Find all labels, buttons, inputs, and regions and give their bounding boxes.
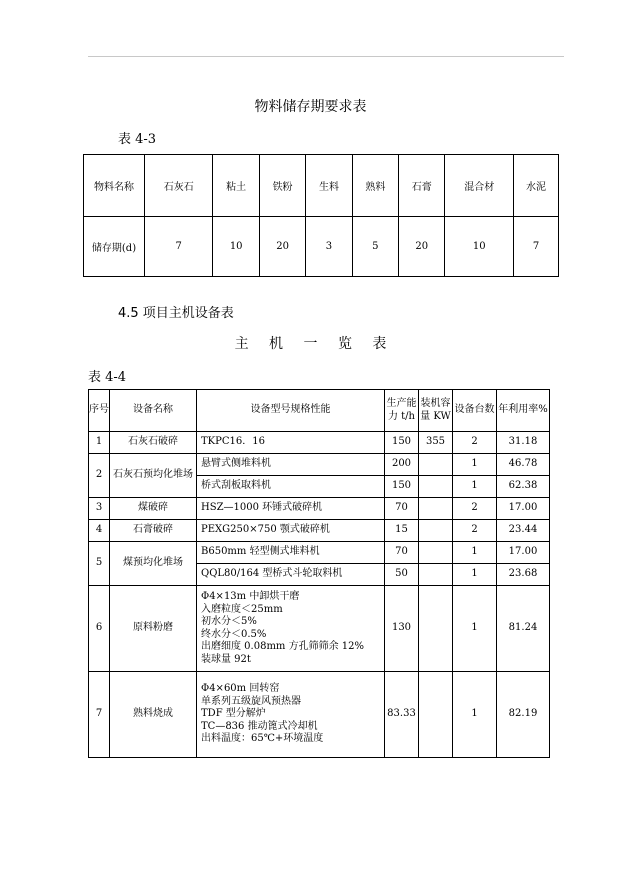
spec-cell: 桥式刮板取料机 (197, 476, 385, 498)
header-cell: 混合材 (445, 155, 514, 217)
section-heading: 4.5 项目主机设备表 (118, 306, 234, 321)
table-row (84, 217, 559, 277)
name-cell: 煤预均化堆场 (110, 542, 197, 586)
util-cell: 23.44 (497, 520, 550, 542)
name-cell: 石灰石破碎 (110, 432, 197, 454)
storage-period-table (83, 154, 559, 277)
no-cell: 1 (89, 432, 110, 454)
header-cell: 序号 (89, 390, 110, 432)
value-cell: 20 (259, 217, 305, 277)
util-cell: 31.18 (497, 432, 550, 454)
spec-cell: B650mm 轻型侧式堆料机 (197, 542, 385, 564)
power-cell (419, 476, 453, 498)
table-row (89, 454, 550, 476)
count-cell: 2 (453, 520, 497, 542)
table-row (89, 586, 550, 672)
header-cell: 石膏 (399, 155, 445, 217)
table-row (84, 155, 559, 217)
no-cell: 4 (89, 520, 110, 542)
spec-line: 终水分＜0.5% (201, 628, 267, 640)
count-cell: 1 (453, 672, 497, 758)
capacity-cell: 200 (385, 454, 419, 476)
table-row (89, 542, 550, 564)
table-row (89, 432, 550, 454)
capacity-cell: 70 (385, 498, 419, 520)
power-cell (419, 454, 453, 476)
spec-line: Φ4×13m 中卸烘干磨 (201, 591, 300, 602)
header-rule (88, 56, 564, 57)
table1-title: 物料储存期要求表 (254, 99, 367, 115)
header-cell: 生产能力 t/h (385, 390, 419, 432)
header-cell: 设备名称 (110, 390, 197, 432)
table-row (89, 672, 550, 758)
spec-cell: 悬臂式侧堆料机 (197, 454, 385, 476)
power-cell (419, 520, 453, 542)
header-cell: 石灰石 (145, 155, 213, 217)
header-cell: 装机容量 KW (419, 390, 453, 432)
table-row (89, 520, 550, 542)
value-cell: 3 (306, 217, 352, 277)
util-cell: 17.00 (497, 498, 550, 520)
spec-cell: QQL80/164 型桥式斗轮取料机 (197, 564, 385, 586)
value-cell: 10 (445, 217, 514, 277)
power-cell (419, 564, 453, 586)
power-cell (419, 672, 453, 758)
value-cell: 7 (514, 217, 559, 277)
capacity-cell: 130 (385, 586, 419, 672)
spec-cell: TKPC16．16 (197, 432, 385, 454)
util-cell: 82.19 (497, 672, 550, 758)
value-cell: 20 (399, 217, 445, 277)
util-cell: 62.38 (497, 476, 550, 498)
header-cell: 生料 (306, 155, 352, 217)
spec-line: 出料温度：65℃+环境温度 (201, 733, 324, 745)
count-cell: 1 (453, 476, 497, 498)
util-cell: 23.68 (497, 564, 550, 586)
spec-cell: PEXG250×750 颚式破碎机 (197, 520, 385, 542)
header-cell: 设备型号规格性能 (197, 390, 385, 432)
table-row (89, 390, 550, 432)
header-cell: 铁粉 (259, 155, 305, 217)
power-cell (419, 542, 453, 564)
spec-line: 单系列五级旋风预热器 (201, 695, 301, 707)
util-cell: 46.78 (497, 454, 550, 476)
spec-line: 入磨粒度＜25mm (201, 603, 283, 615)
name-cell: 石灰石预均化堆场 (110, 454, 197, 498)
row-label-cell: 储存期(d) (84, 217, 145, 277)
spec-line: TDF 型分解炉 (201, 708, 266, 720)
count-cell: 1 (453, 454, 497, 476)
value-cell: 7 (145, 217, 213, 277)
spec-cell: HSZ—1000 环锤式破碎机 (197, 498, 385, 520)
capacity-cell: 150 (385, 432, 419, 454)
main-equipment-table (88, 389, 550, 758)
header-cell: 水泥 (514, 155, 559, 217)
spec-line: 出磨细度 0.08mm 方孔筛筛余 12% (201, 641, 364, 652)
name-cell: 煤破碎 (110, 498, 197, 520)
capacity-cell: 50 (385, 564, 419, 586)
capacity-cell: 15 (385, 520, 419, 542)
header-cell: 物料名称 (84, 155, 145, 217)
capacity-cell: 70 (385, 542, 419, 564)
table-row (89, 498, 550, 520)
spec-line: TC—836 推动篦式冷却机 (201, 720, 318, 732)
header-cell: 熟料 (352, 155, 398, 217)
power-cell: 355 (419, 432, 453, 454)
table1-label: 表 4-3 (118, 132, 157, 147)
count-cell: 1 (453, 542, 497, 564)
value-cell: 10 (213, 217, 259, 277)
spec-line: 装球量 92t (201, 653, 251, 665)
count-cell: 1 (453, 586, 497, 672)
no-cell: 2 (89, 454, 110, 498)
spec-cell (197, 672, 385, 758)
util-cell: 17.00 (497, 542, 550, 564)
capacity-cell: 150 (385, 476, 419, 498)
util-cell: 81.24 (497, 586, 550, 672)
count-cell: 2 (453, 498, 497, 520)
name-cell: 熟料烧成 (110, 672, 197, 758)
no-cell: 5 (89, 542, 110, 586)
count-cell: 1 (453, 564, 497, 586)
no-cell: 3 (89, 498, 110, 520)
no-cell: 7 (89, 672, 110, 758)
power-cell (419, 498, 453, 520)
power-cell (419, 586, 453, 672)
spec-cell (197, 586, 385, 672)
header-cell: 年利用率% (497, 390, 550, 432)
spec-line: Φ4×60m 回转窑 (201, 683, 280, 695)
header-cell: 设备台数 (453, 390, 497, 432)
value-cell: 5 (352, 217, 398, 277)
no-cell: 6 (89, 586, 110, 672)
count-cell: 2 (453, 432, 497, 454)
header-cell: 粘土 (213, 155, 259, 217)
table2-title: 主 机 一 览 表 (234, 336, 387, 352)
spec-line: 初水分＜5% (201, 616, 257, 627)
name-cell: 原料粉磨 (110, 586, 197, 672)
capacity-cell: 83.33 (385, 672, 419, 758)
name-cell: 石膏破碎 (110, 520, 197, 542)
table2-label: 表 4-4 (88, 370, 127, 385)
